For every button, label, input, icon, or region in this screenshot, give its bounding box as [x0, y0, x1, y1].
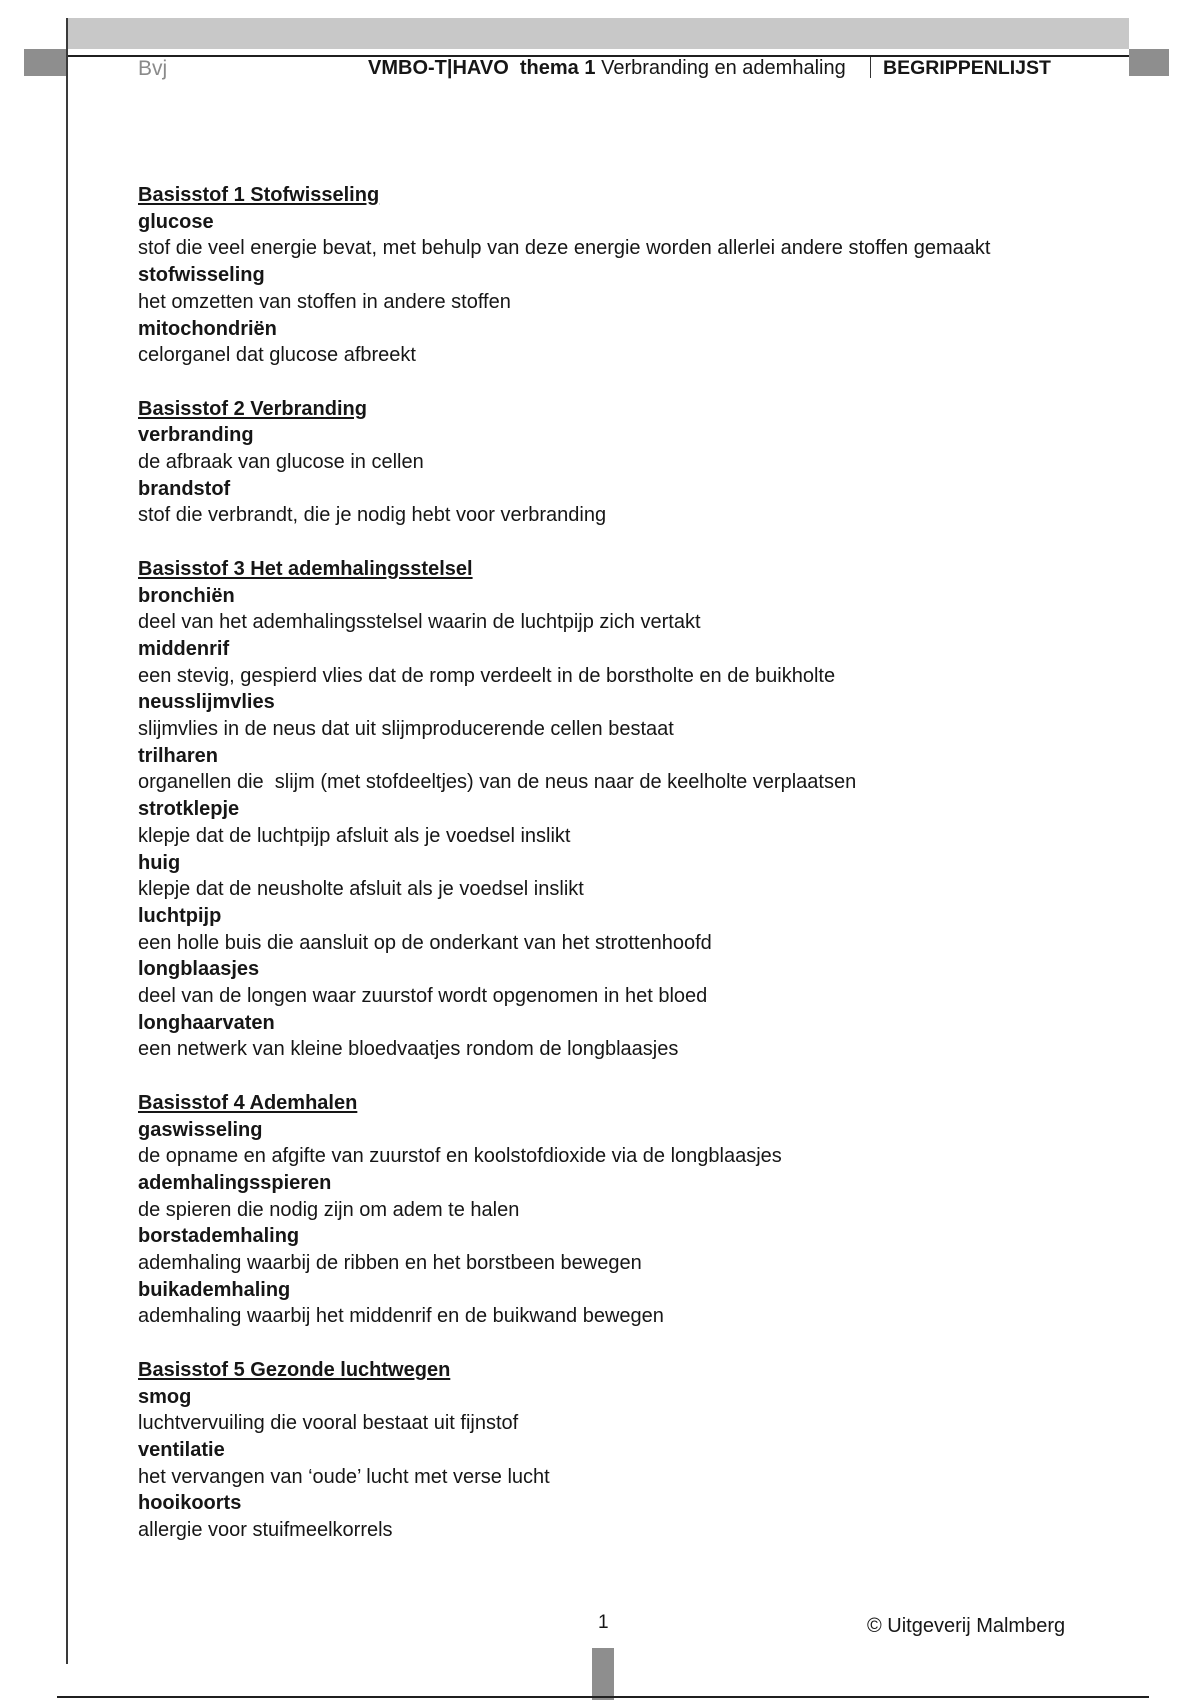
term-name: huig: [138, 851, 181, 874]
term-definition: klepje dat de neusholte afsluit als je voedsel inslikt: [138, 878, 584, 901]
section-basisstof-5: [138, 1357, 1138, 1544]
header-title: [368, 57, 846, 80]
term-definition: de afbraak van glucose in cellen: [138, 451, 424, 474]
term-definition: een netwerk van kleine bloedvaatjes rondom de longblaasjes: [138, 1038, 679, 1061]
term-definition: een stevig, gespierd vlies dat de romp verdeelt in de borstholte en de buikholte: [138, 664, 836, 687]
footer-center-block: [592, 1648, 614, 1700]
term-definition: het vervangen van ‘oude’ lucht met verse lucht: [138, 1465, 550, 1488]
term-name: ademhalingsspieren: [138, 1171, 332, 1194]
term-definition: celorganel dat glucose afbreekt: [138, 344, 416, 367]
term-name: middenrif: [138, 637, 230, 660]
term-entry: [138, 1170, 1138, 1223]
term-entry: [138, 262, 1138, 315]
term-entry: [138, 209, 1138, 262]
section-heading: Basisstof 3 Het ademhalingsstelsel: [138, 557, 473, 580]
header-corner-block-right: [1129, 49, 1169, 76]
term-entry: [138, 636, 1138, 689]
term-entry: [138, 850, 1138, 903]
header-band: [68, 18, 1129, 49]
term-definition: slijmvlies in de neus dat uit slijmproducerende cellen bestaat: [138, 718, 674, 741]
term-definition: luchtvervuiling die vooral bestaat uit fijnstof: [138, 1412, 519, 1435]
term-name: luchtpijp: [138, 904, 222, 927]
section-basisstof-1: [138, 182, 1138, 369]
term-definition: deel van de longen waar zuurstof wordt opgenomen in het bloed: [138, 985, 708, 1008]
term-entry: [138, 476, 1138, 529]
term-entry: [138, 1010, 1138, 1063]
term-definition: organellen die slijm (met stofdeeltjes) van de neus naar de keelholte verplaatsen: [138, 771, 857, 794]
section-basisstof-2: [138, 396, 1138, 530]
term-name: strotklepje: [138, 798, 240, 821]
publisher-copyright: © Uitgeverij Malmberg: [867, 1615, 1066, 1637]
section-basisstof-4: [138, 1090, 1138, 1330]
section-heading: Basisstof 1 Stofwisseling: [138, 184, 380, 206]
term-definition: de spieren die nodig zijn om adem te halen: [138, 1198, 520, 1221]
term-definition: een holle buis die aansluit op de onderkant van het strottenhoofd: [138, 931, 712, 954]
section-heading: Basisstof 5 Gezonde luchtwegen: [138, 1358, 451, 1381]
term-definition: klepje dat de luchtpijp afsluit als je voedsel inslikt: [138, 824, 571, 847]
term-name: borstademhaling: [138, 1225, 300, 1248]
term-name: longhaarvaten: [138, 1011, 275, 1034]
term-name: gaswisseling: [138, 1118, 263, 1141]
term-name: hooikoorts: [138, 1492, 242, 1515]
section-heading: Basisstof 2 Verbranding: [138, 397, 367, 420]
term-entry: [138, 1223, 1138, 1276]
term-entry: [138, 422, 1138, 475]
term-entry: [138, 956, 1138, 1009]
term-definition: de opname en afgifte van zuurstof en koolstofdioxide via de longblaasjes: [138, 1145, 782, 1168]
term-entry: [138, 316, 1138, 369]
term-definition: stof die veel energie bevat, met behulp van deze energie worden allerlei andere stoffen gemaakt: [138, 237, 991, 260]
term-entry: [138, 583, 1138, 636]
term-name: neusslijmvlies: [138, 691, 275, 714]
header-label: BEGRIPPENLIJST: [883, 57, 1051, 79]
term-name: stofwisseling: [138, 264, 265, 287]
term-entry: [138, 1277, 1138, 1330]
term-entry: [138, 743, 1138, 796]
term-definition: allergie voor stuifmeelkorrels: [138, 1519, 393, 1542]
header-subject-code: Bvj: [138, 57, 168, 80]
term-name: trilharen: [138, 744, 219, 767]
term-name: bronchiën: [138, 584, 235, 607]
term-definition: ademhaling waarbij de ribben en het borstbeen bewegen: [138, 1252, 642, 1275]
term-entry: [138, 1384, 1138, 1437]
term-name: buikademhaling: [138, 1278, 291, 1301]
term-name: brandstof: [138, 477, 231, 500]
glossary: [138, 182, 1138, 1544]
term-name: mitochondriën: [138, 317, 277, 340]
header-title-level-theme: VMBO-T|HAVO thema 1: [368, 57, 596, 79]
page-number: 1: [598, 1612, 609, 1633]
term-entry: [138, 796, 1138, 849]
term-entry: [138, 1117, 1138, 1170]
section-basisstof-3: [138, 556, 1138, 1063]
term-definition: stof die verbrandt, die je nodig hebt voor verbranding: [138, 504, 607, 527]
footer-rule: [57, 1696, 1149, 1698]
term-definition: deel van het ademhalingsstelsel waarin de luchtpijp zich vertakt: [138, 611, 701, 634]
left-margin-rule: [66, 18, 68, 1664]
section-heading: Basisstof 4 Ademhalen: [138, 1091, 358, 1114]
term-entry: [138, 689, 1138, 742]
term-name: glucose: [138, 210, 214, 233]
header-title-topic: Verbranding en ademhaling: [601, 57, 846, 79]
term-definition: ademhaling waarbij het middenrif en de buikwand bewegen: [138, 1305, 664, 1328]
term-definition: het omzetten van stoffen in andere stoffen: [138, 290, 511, 313]
term-entry: [138, 1490, 1138, 1543]
term-entry: [138, 903, 1138, 956]
term-name: verbranding: [138, 424, 254, 447]
term-entry: [138, 1437, 1138, 1490]
header-divider: [870, 57, 871, 78]
term-name: smog: [138, 1385, 192, 1408]
header-corner-block-left: [24, 49, 68, 76]
term-name: ventilatie: [138, 1438, 225, 1461]
term-name: longblaasjes: [138, 958, 260, 981]
